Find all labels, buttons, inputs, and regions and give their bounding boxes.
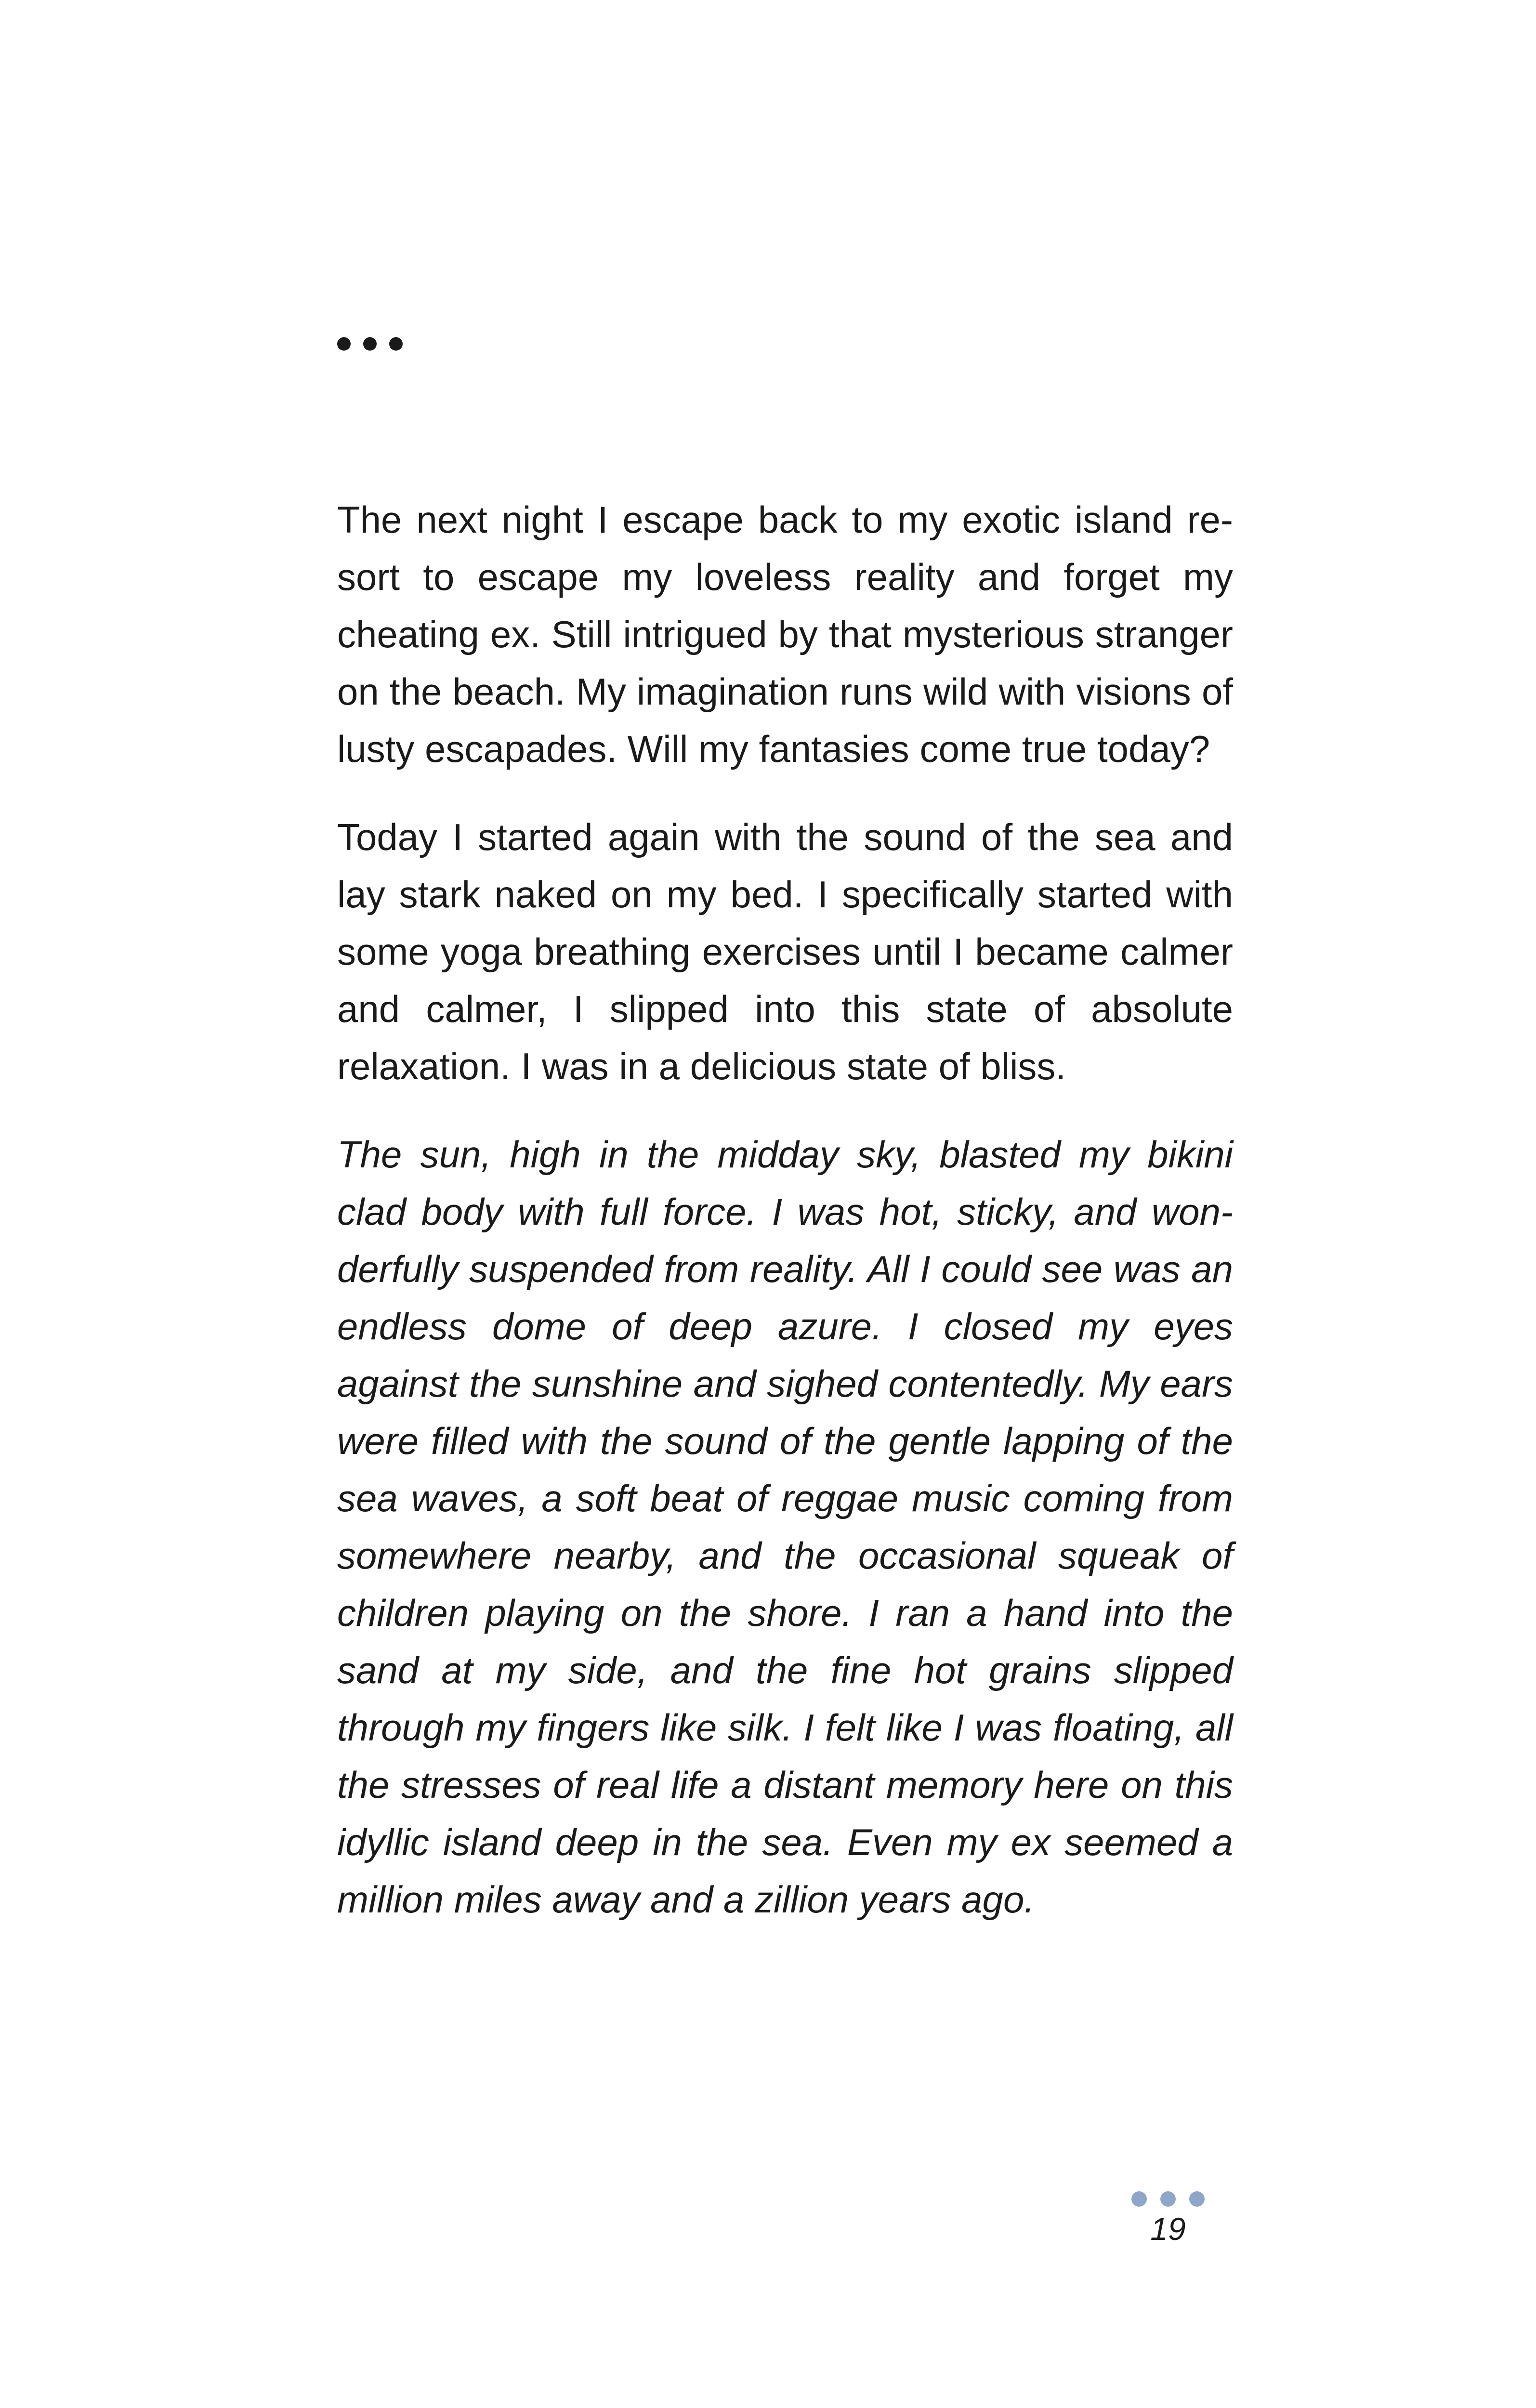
footer-ornament [1122, 2191, 1214, 2207]
section-break-ellipsis [337, 337, 403, 351]
section-break-dot [337, 337, 351, 351]
section-break-dot [389, 337, 403, 351]
footer-dot [1160, 2191, 1176, 2207]
paragraph-intro: The next night I escape back to my exotic island resort to escape my loveless reality and forget my cheating ex. Still intrigued by that mysterious stranger on the beach. My imagination runs wild with visions of lusty escapades. Will my fantasies come true today? [337, 498, 1233, 770]
section-break-dot [363, 337, 377, 351]
body-text [337, 491, 1233, 1959]
footer-dot [1131, 2191, 1147, 2207]
footer-dot [1189, 2191, 1205, 2207]
paragraph-meditation: Today I started again with the sound of the sea and lay stark naked on my bed. I specifically started with some yoga breathing exercises until I became calmer and calmer, I slipped into this state of absolute relaxation. I was in a delicious state of bliss. [337, 816, 1233, 1087]
page-footer [1122, 2191, 1214, 2248]
page-number: 19 [1150, 2211, 1186, 2247]
paragraph-beach-fantasy: The sun, high in the midday sky, blasted my bikini clad body with full force. I was hot, sticky, and wonderfully suspended from reality. All I could see was an endless dome of deep azure. I closed my eyes against the sunshine and sighed contentedly. My ears were filled with the sound of the gentle lapping of the sea waves, a soft beat of reggae music coming from somewhere nearby, and the occasional squeak of children playing on the shore. I ran a hand into the sand at my side, and the fine hot grains slipped through my fingers like silk. I felt like I was floating, all the stresses of real life a distant memory here on this idyllic island deep in the sea. Even my ex seemed a million miles away and a zillion years ago. [337, 1133, 1233, 1921]
